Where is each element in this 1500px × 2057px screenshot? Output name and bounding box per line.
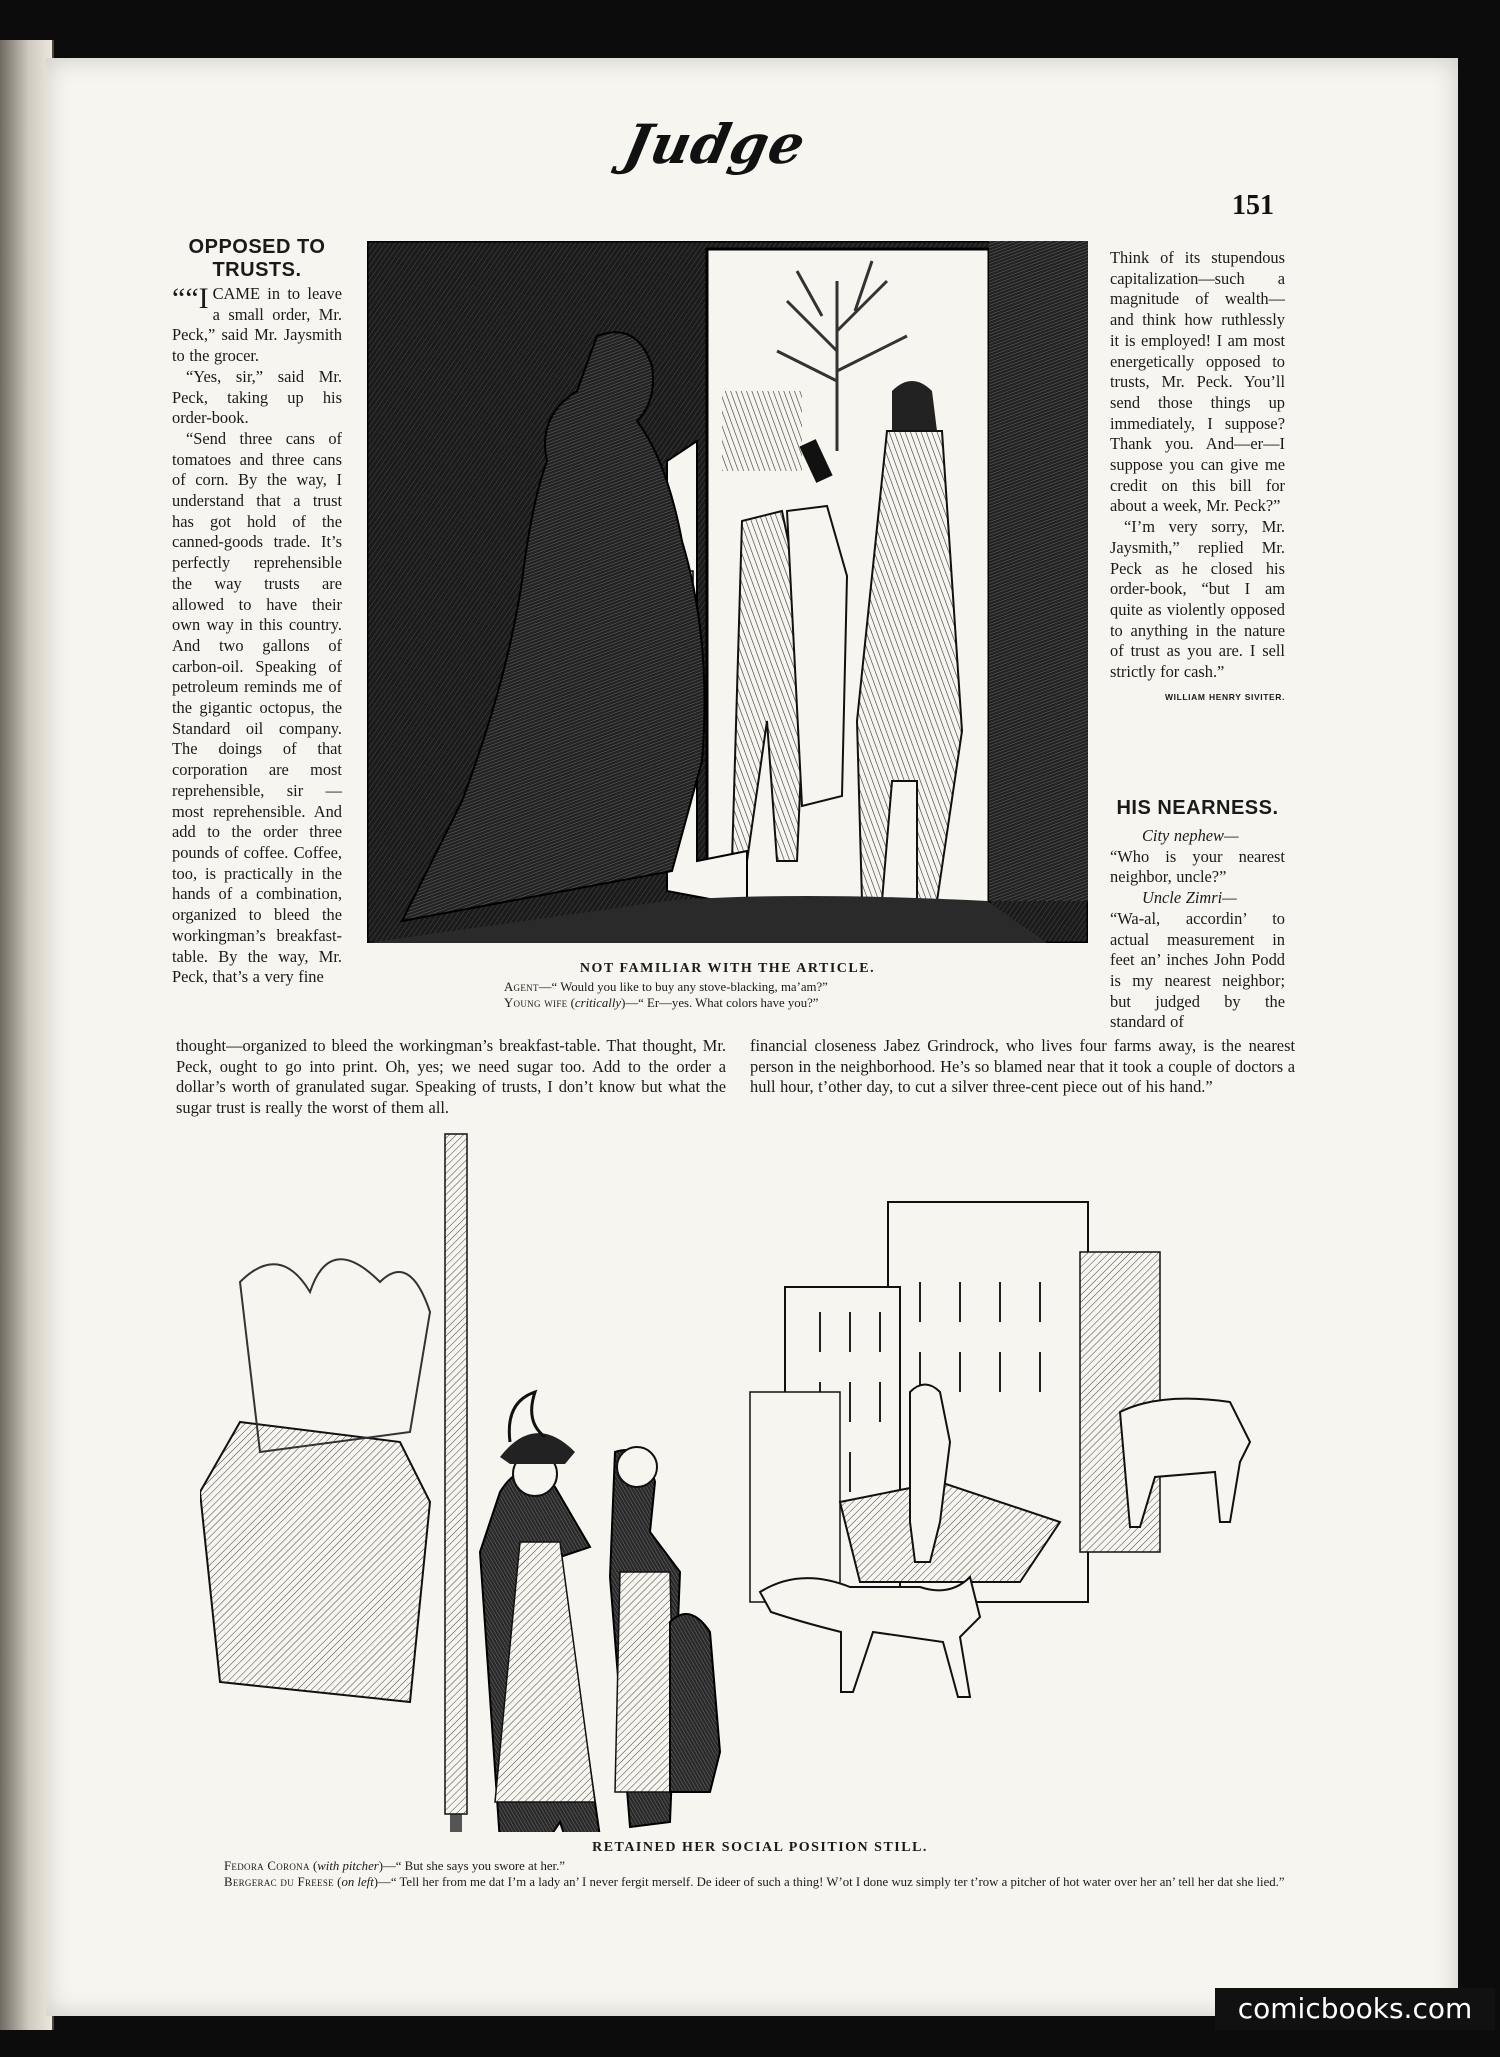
cartoon-caption-title: NOT FAMILIAR WITH THE ARTICLE.: [579, 961, 876, 976]
author-byline: WILLIAM HENRY SIVITER.: [1165, 691, 1285, 702]
story-heading-his-nearness: HIS NEARNESS.: [1116, 797, 1279, 819]
site-watermark: comicbooks.com: [1215, 1988, 1495, 2030]
paragraph: ““I CAME in to leave a small order, Mr. Peck,” said Mr. Jaysmith to the grocer.: [172, 282, 342, 366]
paragraph: “Who is your nearest neighbor, uncle?”: [1110, 846, 1285, 887]
cartoon-caption-line-wife: Young wife (critically)—“ Er—yes. What colors have you?”: [504, 996, 819, 1010]
story-column-nearness: [1110, 826, 1285, 1033]
story-column-left: [172, 284, 342, 988]
cartoon-caption-line-fedora: Fedora Corona (with pitcher)—“ But she says you swore at her.”: [224, 1859, 565, 1873]
paragraph: “Send three cans of tomatoes and three cans of corn. By the way, I understand that a trust has got hold of the canned-goods trade. It’s perfectly reprehensible the way trusts are allowed to have their own way in this country. And two gallons of carbon-oil. Speaking of petroleum reminds me of the gigantic octopus, the Standard oil company. The doings of that corporation are most reprehensible, sir — most reprehensible. And add to the order three pounds of coffee. Coffee, too, is practically in the hands of a combination, organized to bleed the workingman’s breakfast-table. By the way, Mr. Peck, that’s a very fine: [172, 428, 342, 987]
cartoon-caption-line-bergerac: Bergerac du Freese (on left)—“ Tell her from me dat I’m a lady an’ I never fergit merself. De ideer of such a thing! W’ot I done wuz simply ter t’row a pitcher of hot water over her an’ tell her dat she lied.”: [224, 1875, 1285, 1889]
masthead-logo: Judge: [618, 112, 812, 176]
story-continuation-trusts: thought—organized to bleed the workingman’s breakfast-table. That thought, Mr. Peck, ought to go into print. Oh, yes; we need sugar too. Add to the order a dollar’s worth of granulated sugar. Speaking of trusts, I don’t know but what the sugar trust is really the worst of them all.: [176, 1036, 726, 1118]
story-heading-opposed-to-trusts: OPPOSED TO TRUSTS.: [188, 236, 326, 281]
paragraph: “Wa-al, accordin’ to actual measurement in feet an’ inches John Podd is my nearest neighbor; but judged by the standard of: [1110, 908, 1285, 1032]
drop-cap: ““I: [172, 282, 209, 315]
page-number: 151: [1232, 190, 1274, 221]
paragraph: Think of its stupendous capitalization—such a magnitude of wealth—and think how ruthlessly it is employed! I am most energetically opposed to trusts, Mr. Peck. You’ll send those things up immediately, I suppose? Thank you. And—er—I suppose you can give me credit on this bill for about a week, Mr. Peck?”: [1110, 248, 1285, 516]
story-column-right: [1110, 248, 1285, 707]
story-continuation-nearness: financial closeness Jabez Grindrock, who lives four farms away, is the nearest person in the neighborhood. He’s so blamed near that it took a couple of doctors a hull hour, t’other day, to cut a silver three-cent piece out of his hand.”: [750, 1036, 1295, 1097]
cartoon-caption-line-agent: Agent—“ Would you like to buy any stove-blacking, ma’am?”: [504, 980, 828, 994]
speaker: City nephew—: [1142, 826, 1239, 845]
paragraph: “I’m very sorry, Mr. Jaysmith,” replied Mr. Peck as he closed his order-book, “but I am quite as violently opposed to anything in the nature of trust as you are. I sell strictly for cash.”: [1110, 517, 1285, 682]
speaker: Uncle Zimri—: [1142, 888, 1237, 908]
paragraph: “Yes, sir,” said Mr. Peck, taking up his order-book.: [172, 366, 342, 428]
cartoon-caption-title: RETAINED HER SOCIAL POSITION STILL.: [592, 1840, 928, 1855]
illustration-street-scene: [200, 1122, 1320, 1832]
illustration-stove-blacking: [367, 241, 1088, 943]
